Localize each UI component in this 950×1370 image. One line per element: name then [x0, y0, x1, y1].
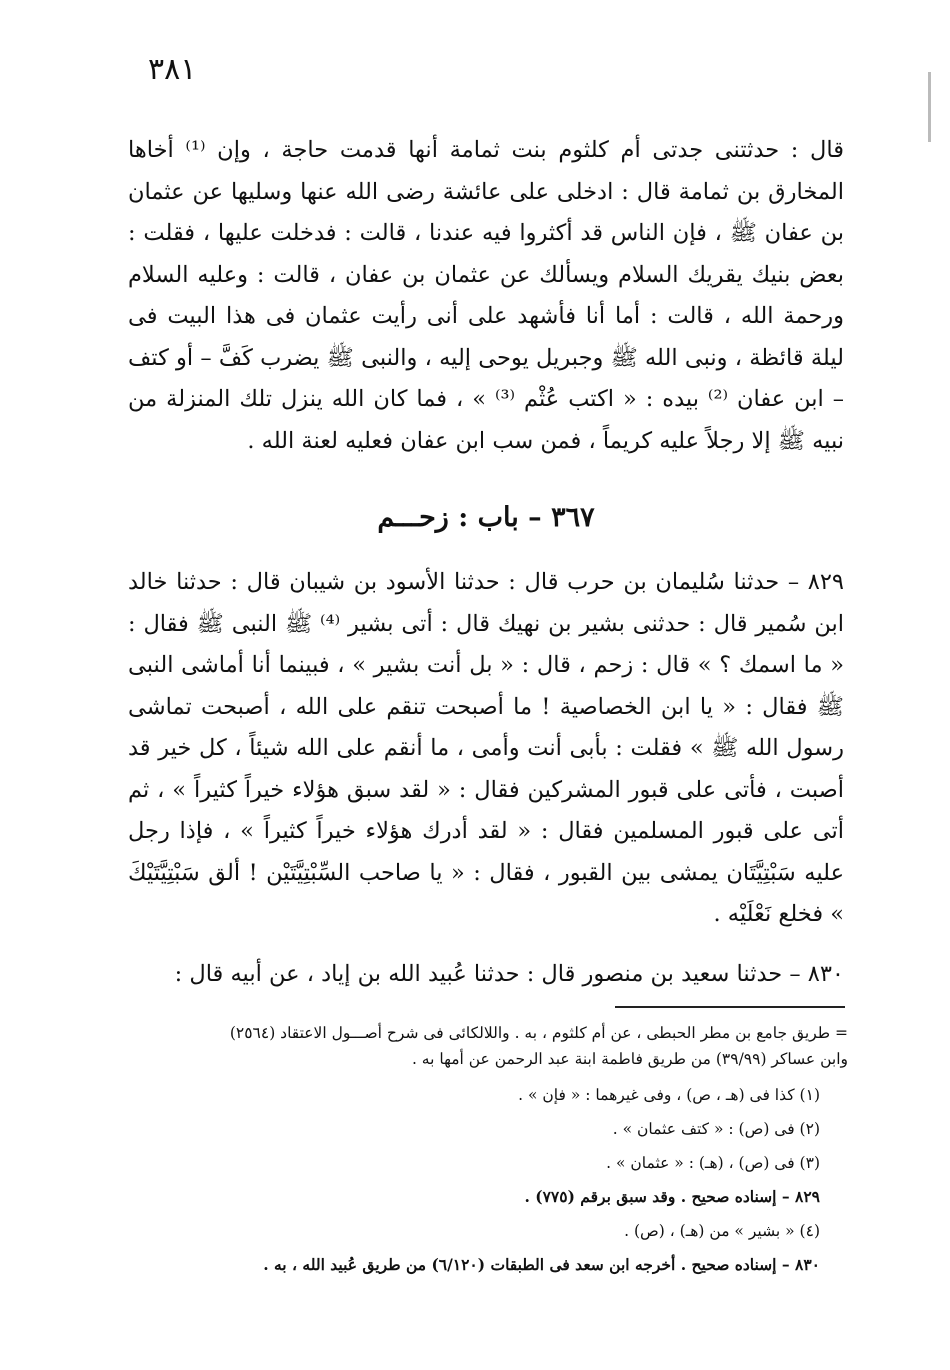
hadith-829: ٨٢٩ – حدثنا سُليمان بن حرب قال : حدثنا الأسود بن شيبان قال : حدثنا خالد ابن سُمير قال : حدثنى بشير بن نهيك قال : أتى بشير ⁽⁴⁾ ﷺ النبى ﷺ فقال : « ما اسمك ؟ » قال : زحم ، قال : « بل أنت بشير » ، فبينما أنا أماشى النبى ﷺ فقال : « يا ابن الخصاصية ! ما أصبحت تنقم على الله ، أصبحت تماشى رسول الله ﷺ » فقلت : بأبى أنت وأمى ، ما أنقم على الله شيئاً ، كل خير قد أصبت ، فأتى على قبور المشركين فقال : « لقد سبق هؤلاء خيراً كثيراً » ، ثم أتى على قبور المسلمين فقال : « لقد أدرك هؤلاء خيراً كثيراً » ، فإذا رجل عليه سَبْتِيَّتَان يمشى بين القبور ، فقال : « يا صاحب السِّبْتِيَّتَيْن ! ألق سَبْتِيَّتَيْكَ » فخلع نَعْلَيْه . — [128, 569, 844, 927]
footnote-2: (٢) فى (ص) : « كتف عثمان » . — [612, 1120, 820, 1138]
footnote-1: (١) كذا فى (هـ ، ص) ، وفى غيرهما : « فإن » . — [518, 1086, 820, 1104]
top-paragraph: قال : حدثتنى جدتى أم كلثوم بنت ثمامة أنها قدمت حاجة ، وإن ⁽¹⁾ أخاها المخارق بن ثمامة قال : ادخلى على عائشة رضى الله عنها وسليها عن عثمان بن عفان ﷺ ، فإن الناس قد أكثروا فيه عندنا ، قالت : فدخلت عليها ، فقلت : بعض بنيك يقريك السلام ويسألك عن عثمان بن عفان ، قالت : وعليه السلام ورحمة الله ، قالت : أما أنا فأشهد على أنى رأيت عثمان فى هذا البيت فى ليلة قائظة ، ونبى الله ﷺ وجبريل يوحى إليه ، والنبى ﷺ يضرب كَفَّ – أو كتف – ابن عفان ⁽²⁾ بيده : « اكتب عُثْم ⁽³⁾ » ، فما كان الله ينزل تلك المنزلة من نبيه ﷺ إلا رجلاً عليه كريماً ، فمن سب ابن عفان فعليه لعنة الله . — [128, 137, 844, 454]
footnotes — [140, 1020, 848, 1282]
footnote-830: ٨٣٠ – إسناده صحيح . أخرجه ابن سعد فى الطبقات (٦/١٢٠) من طريق عُبيد الله ، به . — [263, 1255, 820, 1274]
footnote-continuation: وابن عساكر (٣٩/٩٩) من طريق فاطمة ابنة عبد الرحمن عن أمها به . — [411, 1050, 848, 1068]
footnote-3: (٣) فى (ص) ، (هـ) : « عثمان » . — [606, 1154, 820, 1172]
footnote-4: (٤) « بشير » من (هـ) ، (ص) . — [624, 1222, 820, 1240]
hadith-830: ٨٣٠ – حدثنا سعيد بن منصور قال : حدثنا عُبيد الله بن إياد ، عن أبيه قال : — [174, 960, 844, 987]
main-text — [128, 130, 844, 995]
page-number: ٣٨١ — [148, 52, 197, 87]
footnote-divider — [615, 1006, 845, 1008]
footnote-829: ٨٢٩ – إسناده صحيح . وقد سبق برقم (٧٧٥) . — [524, 1187, 820, 1206]
footnote-continuation: = طريق جامع بن مطر الحبطى ، عن أم كلثوم ، به . واللالكائى فى شرح أصـــول الاعتقاد (٢٥٦٤) — [229, 1024, 848, 1042]
margin-mark — [928, 72, 931, 142]
section-heading: ٣٦٧ – باب : زحـــم — [377, 502, 595, 533]
